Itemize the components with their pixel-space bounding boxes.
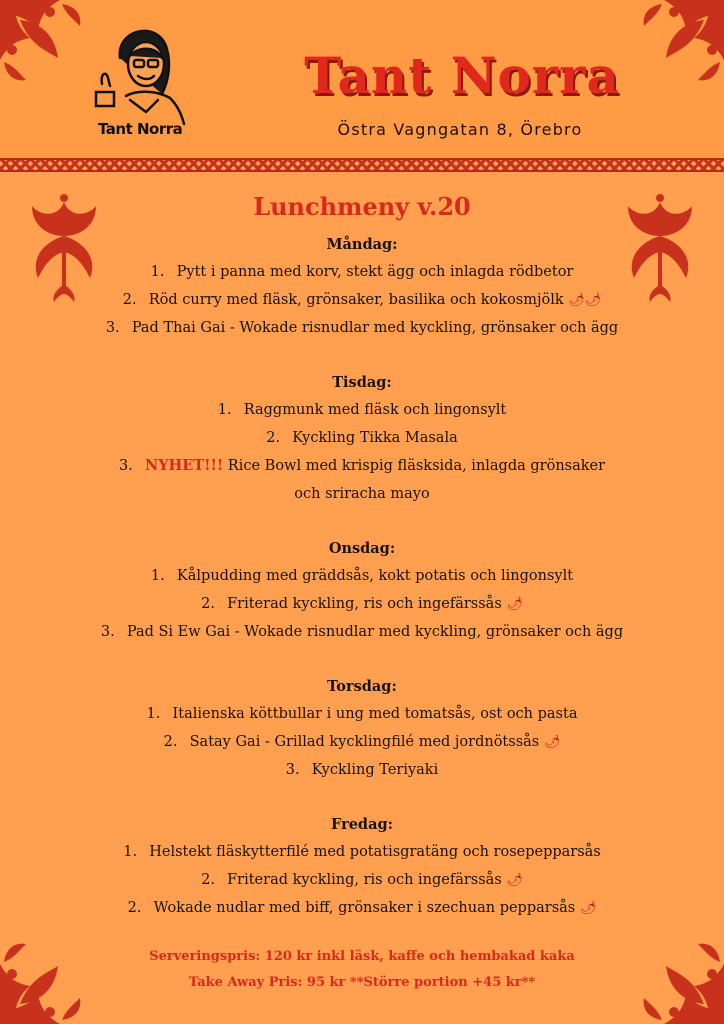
item-number: 3. <box>105 320 120 336</box>
menu-item <box>0 452 724 508</box>
item-number: 3. <box>118 458 133 474</box>
item-text: Wokade nudlar med biff, grönsaker i szechuan pepparsås <box>153 900 576 916</box>
day-heading: Torsdag: <box>327 678 397 695</box>
item-text: Pytt i panna med korv, stekt ägg och inlagda rödbetor <box>176 264 574 280</box>
item-number: 2. <box>201 872 215 888</box>
chili-icon: 🌶 <box>579 901 597 916</box>
menu-item <box>0 562 724 590</box>
menu-item <box>0 700 724 728</box>
restaurant-name: Tant Norra <box>304 46 620 105</box>
item-text: Kyckling Teriyaki <box>311 762 439 778</box>
menu-item <box>0 314 724 342</box>
item-text: Rice Bowl med krispig fläsksida, inlagda grönsaker och sriracha mayo <box>227 458 606 502</box>
menu-item <box>0 728 724 756</box>
item-text: Pad Si Ew Gai - Wokade risnudlar med kyckling, grönsaker och ägg <box>126 624 624 640</box>
chili-icon: 🌶 <box>543 735 561 750</box>
logo-text: Tant Norra <box>98 120 183 138</box>
menu-item <box>0 258 724 286</box>
address: Östra Vagngatan 8, Örebro <box>337 120 583 139</box>
day-heading: Måndag: <box>326 236 398 253</box>
takeaway-line: Take Away Pris: 95 kr **Större portion +45 kr** <box>188 975 536 990</box>
item-text: Satay Gai - Grillad kycklingfilé med jordnötssås <box>189 734 540 750</box>
item-number: 2. <box>122 292 137 308</box>
item-number: 1. <box>146 706 161 722</box>
day-heading: Tisdag: <box>332 374 392 391</box>
item-number: 1. <box>150 568 165 584</box>
item-number: 2. <box>201 596 215 612</box>
chili-icon: 🌶🌶 <box>568 293 602 308</box>
menu-item <box>0 424 724 452</box>
menu-item <box>0 894 724 922</box>
item-number: 1. <box>123 844 138 860</box>
new-badge: NYHET!!! <box>144 457 224 474</box>
day-heading: Fredag: <box>331 816 393 833</box>
item-number: 1. <box>150 264 165 280</box>
item-text: Raggmunk med fläsk och lingonsylt <box>243 402 507 418</box>
item-number: 2. <box>127 900 142 916</box>
item-text: Helstekt fläskytterfilé med potatisgratäng och rosepepparsås <box>149 844 601 860</box>
item-number: 2. <box>163 734 178 750</box>
item-number: 1. <box>217 402 232 418</box>
menu-list <box>0 232 724 922</box>
menu-item <box>0 590 724 618</box>
menu-title: Lunchmeny v.20 <box>253 192 471 221</box>
menu-item <box>0 756 724 784</box>
item-text: Röd curry med fläsk, grönsaker, basilika och kokosmjölk <box>148 292 564 308</box>
day-heading: Onsdag: <box>328 540 396 557</box>
item-text: Pad Thai Gai - Wokade risnudlar med kyckling, grönsaker och ägg <box>131 320 619 336</box>
item-text: Friterad kyckling, ris och ingefärssås <box>227 596 502 612</box>
item-number: 3. <box>100 624 115 640</box>
item-text: Kålpudding med gräddsås, kokt potatis och lingonsylt <box>176 568 574 584</box>
menu-item <box>0 396 724 424</box>
item-text: Friterad kyckling, ris och ingefärssås <box>227 872 502 888</box>
item-number: 2. <box>266 430 281 446</box>
menu-item <box>0 866 724 894</box>
decorative-band <box>0 158 724 172</box>
item-number: 3. <box>285 762 300 778</box>
item-text: Italienska köttbullar i ung med tomatsås, ost och pasta <box>172 706 578 722</box>
menu-item <box>0 618 724 646</box>
chili-icon: 🌶 <box>506 597 523 612</box>
menu-item <box>0 286 724 314</box>
menu-item <box>0 838 724 866</box>
item-text: Kyckling Tikka Masala <box>292 430 458 446</box>
price-line: Serveringspris: 120 kr inkl läsk, kaffe och hembakad kaka <box>149 949 575 964</box>
footer <box>0 944 724 996</box>
chili-icon: 🌶 <box>506 873 523 888</box>
